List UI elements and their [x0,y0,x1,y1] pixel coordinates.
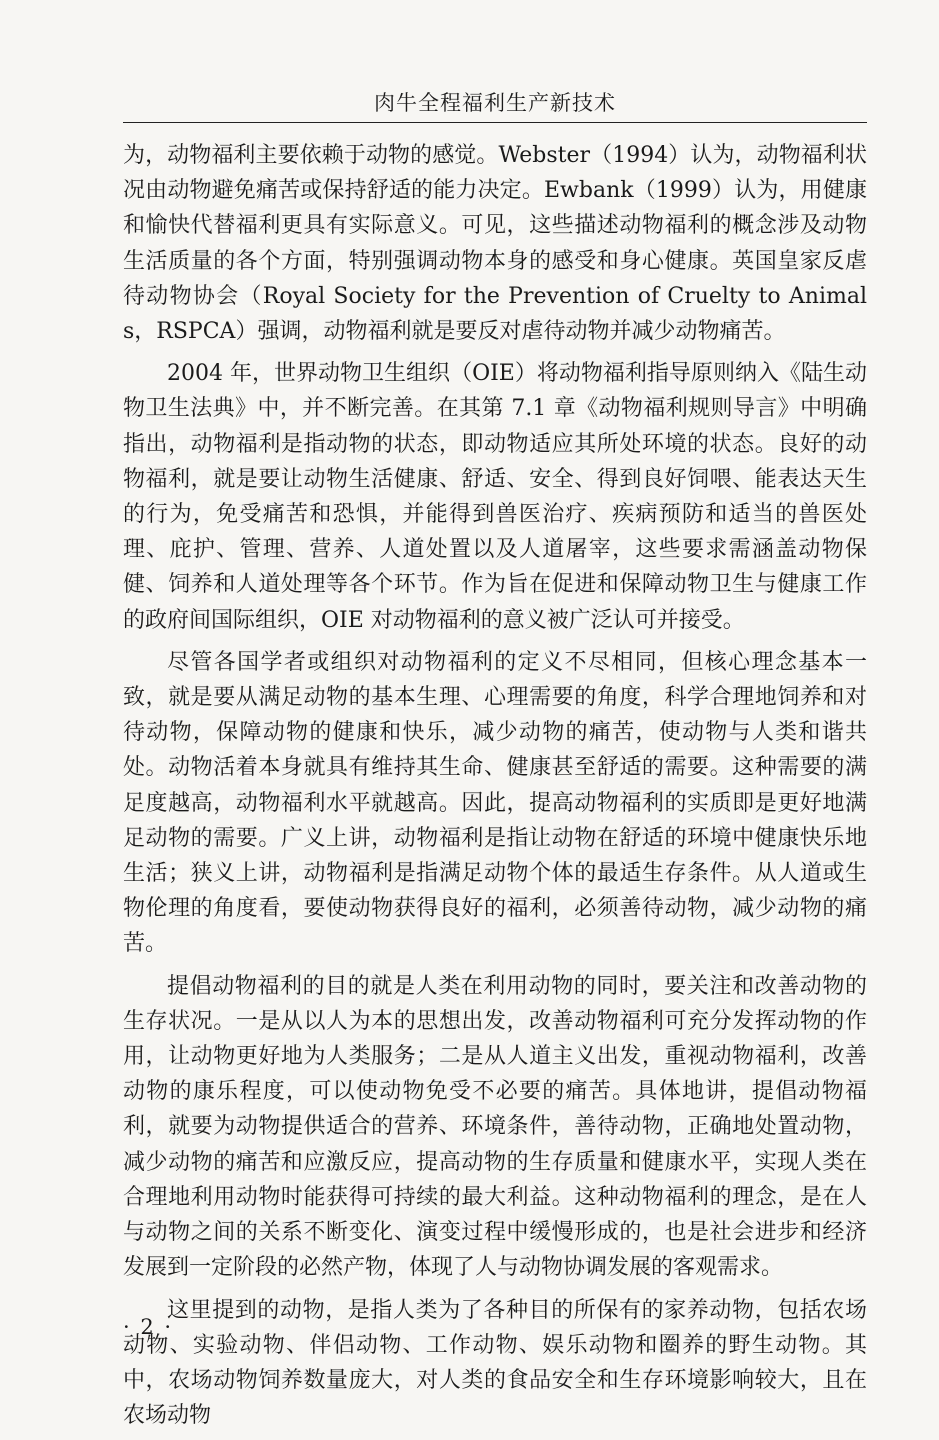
paragraph-core-concept: 尽管各国学者或组织对动物福利的定义不尽相同，但核心理念基本一致，就是要从满足动物的基本生理、心理需要的角度，科学合理地饲养和对待动物，保障动物的健康和快乐，减少动物的痛苦，使动物与人类和谐共处。动物活着本身就具有维持其生命、健康甚至舒适的需要。这种需要的满足度越高，动物福利水平就越高。因此，提高动物福利的实质即是更好地满足动物的需要。广义上讲，动物福利是指让动物在舒适的环境中健康快乐地生活；狭义上讲，动物福利是指满足动物个体的最适生存条件。从人道或生物伦理的角度看，要使动物获得良好的福利，必须善待动物，减少动物的痛苦。 [123,649,867,957]
paragraph-oie: 2004 年，世界动物卫生组织（OIE）将动物福利指导原则纳入《陆生动物卫生法典》中，并不断完善。在其第 7.1 章《动物福利规则导言》中明确指出，动物福利是指动物的状态，即动物适应其所处环境的状态。良好的动物福利，就是要让动物生活健康、舒适、安全、得到良好饲喂、能表达天生的行为，免受痛苦和恐惧，并能得到兽医治疗、疾病预防和适当的兽医处理、庇护、管理、营养、人道处置以及人道屠宰，这些要求需涵盖动物保健、饲养和人道处理等各个环节。作为旨在促进和保障动物卫生与健康工作的政府间国际组织，OIE 对动物福利的意义被广泛认可并接受。 [123,361,867,633]
page-number: · 2 · [123,1315,174,1339]
paragraph-animals: 这里提到的动物，是指人类为了各种目的所保有的家养动物，包括农场动物、实验动物、伴侣动物、工作动物、娱乐动物和圈养的野生动物。其中，农场动物饲养数量庞大，对人类的食品安全和生存环境影响较大，且在农场动物 [123,1297,867,1429]
paragraph-purpose: 提倡动物福利的目的就是人类在利用动物的同时，要关注和改善动物的生存状况。一是从以人为本的思想出发，改善动物福利可充分发挥动物的作用，让动物更好地为人类服务；二是从人道主义出发，重视动物福利，改善动物的康乐程度，可以使动物免受不必要的痛苦。具体地讲，提倡动物福利，就要为动物提供适合的营养、环境条件，善待动物，正确地处置动物，减少动物的痛苦和应激反应，提高动物的生存质量和健康水平，实现人类在合理地利用动物时能获得可持续的最大利益。这种动物福利的理念，是在人与动物之间的关系不断变化、演变过程中缓慢形成的，也是社会进步和经济发展到一定阶段的必然产物，体现了人与动物协调发展的客观需求。 [123,973,867,1281]
running-header: 肉牛全程福利生产新技术 [374,91,616,115]
body-text [123,138,867,1440]
header-rule [123,122,867,123]
paragraph-continued: 为，动物福利主要依赖于动物的感觉。Webster（1994）认为，动物福利状况由动物避免痛苦或保持舒适的能力决定。Ewbank（1999）认为，用健康和愉快代替福利更具有实际意义。可见，这些描述动物福利的概念涉及动物生活质量的各个方面，特别强调动物本身的感受和身心健康。英国皇家反虐待动物协会（Royal Society for the Prevention of Cruelty to Animals，RSPCA）强调，动物福利就是要反对虐待动物并减少动物痛苦。 [123,143,867,345]
